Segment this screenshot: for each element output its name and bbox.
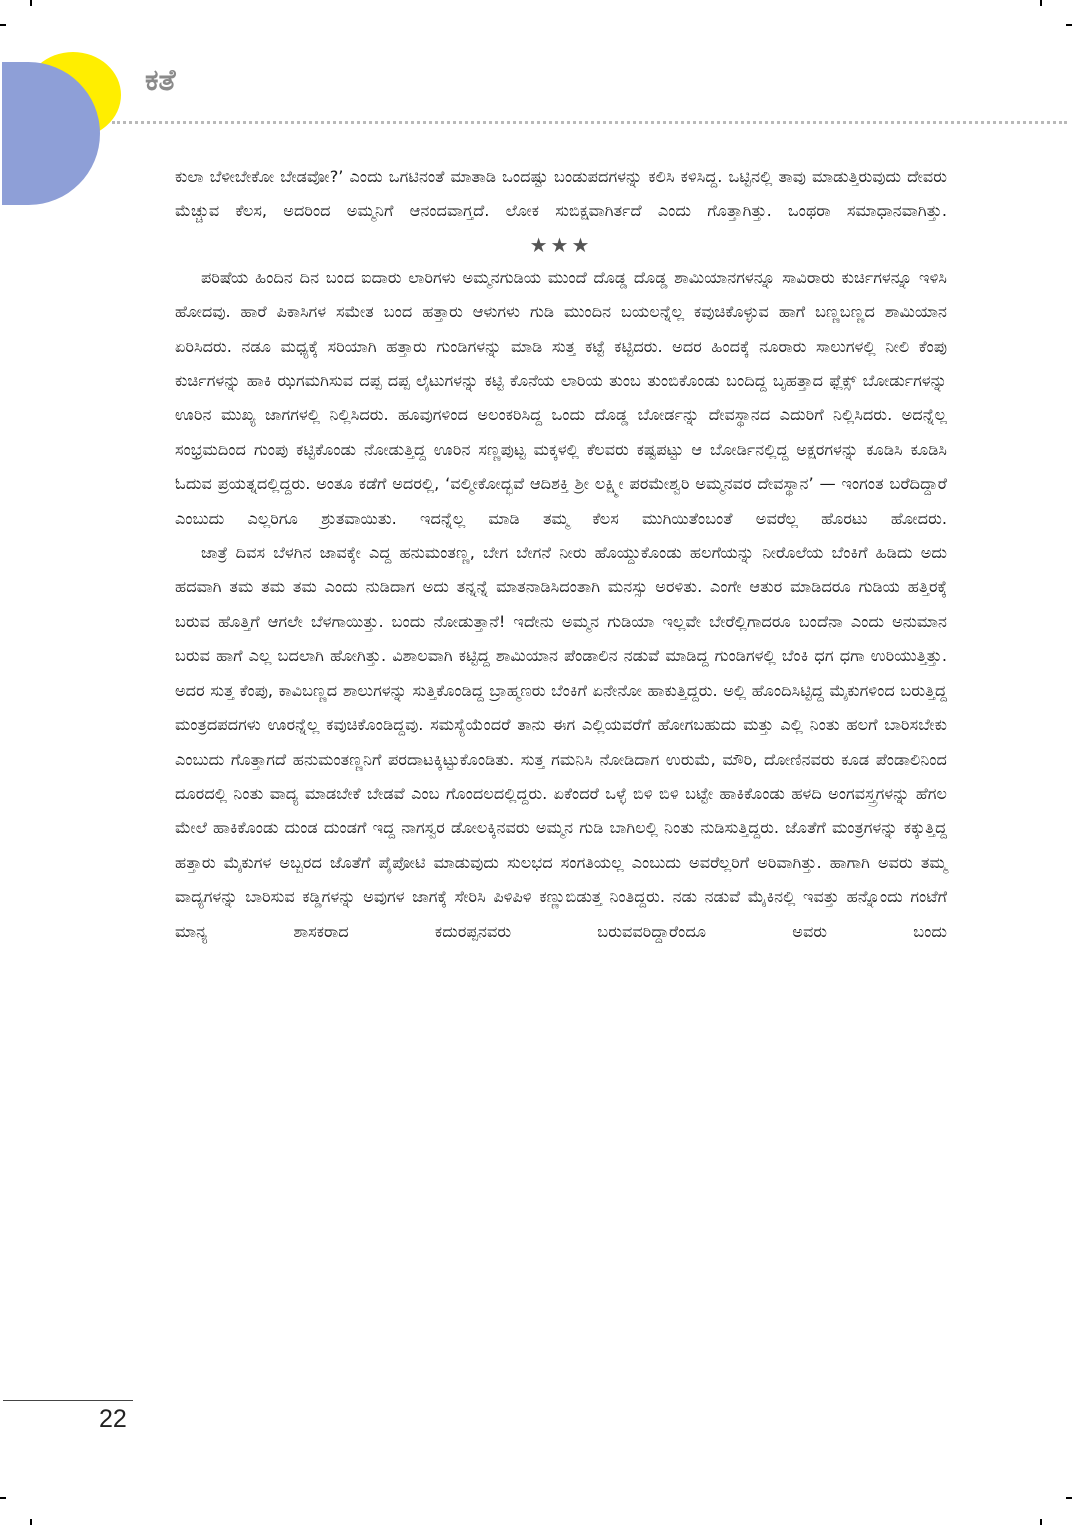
crop-mark [1040,0,1042,6]
crop-mark [30,1519,32,1525]
crop-mark [1040,1519,1042,1525]
crop-mark [1066,1497,1072,1499]
paragraph-1: ಕುಲಾ ಬೆಳೀಬೇಕೋ ಬೇಡವೋ?’ ಎಂದು ಒಗಟಿನಂತೆ ಮಾತಾಡಿ ಒಂದಷ್ಟು ಬಂಡುಪದಗಳನ್ನು ಕಲಿಸಿ ಕಳಿಸಿದ್ದ. ಒಟ್ಟಿನಲ್ಲಿ ತಾವು ಮಾಡುತ್ತಿರುವುದು ದೇವರು ಮೆಚ್ಚುವ ಕೆಲಸ, ಅದರಿಂದ ಅಮ್ಮನಿಗೆ ಆನಂದವಾಗ್ತದೆ. ಲೋಕ ಸುಬಿಕ್ಷವಾಗಿರ್ತದೆ ಎಂದು ಗೊತ್ತಾಗಿತ್ತು. ಒಂಥರಾ ಸಮಾಧಾನವಾಗಿತ್ತು. [175,167,947,221]
paragraph-3: ಜಾತ್ರೆ ದಿವಸ ಬೆಳಗಿನ ಜಾವಕ್ಕೇ ಎದ್ದ ಹನುಮಂತಣ್ಣ, ಬೇಗ ಬೇಗನೆ ನೀರು ಹೊಯ್ದುಕೊಂಡು ಹಲಗೆಯನ್ನು ನೀರೊಲೆಯ ಬೆಂಕಿಗೆ ಹಿಡಿದು ಅದು ಹದವಾಗಿ ತಮ ತಮ ತಮ ಎಂದು ನುಡಿದಾಗ ಅದು ತನ್ನನ್ನೆ ಮಾತನಾಡಿಸಿದಂತಾಗಿ ಮನಸ್ಸು ಅರಳಿತು. ಎಂಗೇ ಆತುರ ಮಾಡಿದರೂ ಗುಡಿಯ ಹತ್ತಿರಕ್ಕೆ ಬರುವ ಹೊತ್ತಿಗೆ ಆಗಲೇ ಬೆಳಗಾಯಿತ್ತು. ಬಂದು ನೋಡುತ್ತಾನೆ! ಇದೇನು ಅಮ್ಮನ ಗುಡಿಯಾ ಇಲ್ಲವೇ ಬೇರೆಲ್ಲಿಗಾದರೂ ಬಂದೆನಾ ಎಂದು ಅನುಮಾನ ಬರುವ ಹಾಗೆ ಎಲ್ಲ ಬದಲಾಗಿ ಹೋಗಿತ್ತು. ವಿಶಾಲವಾಗಿ ಕಟ್ಟಿದ್ದ ಶಾಮಿಯಾನ ಪೆಂಡಾಲಿನ ನಡುವೆ ಮಾಡಿದ್ದ ಗುಂಡಿಗಳಲ್ಲಿ ಬೆಂಕಿ ಧಗ ಧಗಾ ಉರಿಯುತ್ತಿತ್ತು. ಅದರ ಸುತ್ತ ಕೆಂಪು, ಕಾವಿಬಣ್ಣದ ಶಾಲುಗಳನ್ನು ಸುತ್ತಿಕೊಂಡಿದ್ದ ಬ್ರಾಹ್ಮಣರು ಬೆಂಕಿಗೆ ಏನೇನೋ ಹಾಕುತ್ತಿದ್ದರು. ಅಲ್ಲಿ ಹೊಂದಿಸಿಟ್ಟಿದ್ದ ಮೈಕುಗಳಿಂದ ಬರುತ್ತಿದ್ದ ಮಂತ್ರದಪದಗಳು ಊರನ್ನೆಲ್ಲ ಕವುಚಿಕೊಂಡಿದ್ದವು. ಸಮಸ್ಯೆಯೆಂದರೆ ತಾನು ಈಗ ಎಲ್ಲಿಯವರೆಗೆ ಹೋಗಬಹುದು ಮತ್ತು ಎಲ್ಲಿ ನಿಂತು ಹಲಗೆ ಬಾರಿಸಬೇಕು ಎಂಬುದು ಗೊತ್ತಾಗದೆ ಹನುಮಂತಣ್ಣನಿಗೆ ಪರದಾಟಕ್ಕಿಟ್ಟುಕೊಂಡಿತು. ಸುತ್ತ ಗಮನಿಸಿ ನೋಡಿದಾಗ ಉರುಮೆ, ಮೌರಿ, ದೋಣಿನವರು ಕೂಡ ಪೆಂಡಾಲಿನಿಂದ ದೂರದಲ್ಲಿ ನಿಂತು ವಾದ್ಯ ಮಾಡಬೇಕೆ ಬೇಡವೆ ಎಂಬ ಗೊಂದಲದಲ್ಲಿದ್ದರು. ಏಕೆಂದರೆ ಒಳ್ಳೆ ಬಿಳಿ ಬಿಳಿ ಬಟ್ಟೇ ಹಾಕಿಕೊಂಡು ಹಳದಿ ಅಂಗವಸ್ತ್ರಗಳನ್ನು ಹೆಗಲ ಮೇಲೆ ಹಾಕಿಕೊಂಡು ದುಂಡ ದುಂಡಗೆ ಇದ್ದ ನಾಗಸ್ವರ ಡೋಲಕ್ಕಿನವರು ಅಮ್ಮನ ಗುಡಿ ಬಾಗಿಲಲ್ಲಿ ನಿಂತು ನುಡಿಸುತ್ತಿದ್ದರು. ಜೊತೆಗೆ ಮಂತ್ರಗಳನ್ನು ಕಕ್ಕುತ್ತಿದ್ದ ಹತ್ತಾರು ಮೈಕುಗಳ ಅಬ್ಬರದ ಜೊತೆಗೆ ಪೈಪೋಟಿ ಮಾಡುವುದು ಸುಲಭದ ಸಂಗತಿಯಲ್ಲ ಎಂಬುದು ಅವರೆಲ್ಲರಿಗೆ ಅರಿವಾಗಿತ್ತು. ಹಾಗಾಗಿ ಅವರು ತಮ್ಮ ವಾದ್ಯಗಳನ್ನು ಬಾರಿಸುವ ಕಡ್ಡಿಗಳನ್ನು ಅವುಗಳ ಜಾಗಕ್ಕೆ ಸೇರಿಸಿ ಪಿಳಿಪಿಳಿ ಕಣ್ಣುಬಿಡುತ್ತ ನಿಂತಿದ್ದರು. ನಡು ನಡುವೆ ಮೈಕಿನಲ್ಲಿ ಇವತ್ತು ಹನ್ನೊಂದು ಗಂಟೆಗೆ ಮಾನ್ಯ ಶಾಸಕರಾದ ಕದುರಪ್ಪನವರು ಬರುವವರಿದ್ದಾರೆಂದೂ ಅವರು ಬಂದು [175,543,947,941]
footer-rule [3,1400,133,1401]
crop-mark [0,1497,6,1499]
header-dotted-rule [112,121,1067,124]
section-separator: ★★★ [529,232,593,257]
crop-mark [30,0,32,6]
section-title: ಕತೆ [145,63,176,98]
page-number: 22 [99,1405,127,1433]
paragraph-2: ಪರಿಷೆಯ ಹಿಂದಿನ ದಿನ ಬಂದ ಐದಾರು ಲಾರಿಗಳು ಅಮ್ಮನಗುಡಿಯ ಮುಂದೆ ದೊಡ್ಡ ದೊಡ್ಡ ಶಾಮಿಯಾನಗಳನ್ನೂ ಸಾವಿರಾರು ಕುರ್ಚಿಗಳನ್ನೂ ಇಳಿಸಿ ಹೋದವು. ಹಾರೆ ಪಿಕಾಸಿಗಳ ಸಮೇತ ಬಂದ ಹತ್ತಾರು ಆಳುಗಳು ಗುಡಿ ಮುಂದಿನ ಬಯಲನ್ನೆಲ್ಲ ಕವುಚಿಕೊಳ್ಳುವ ಹಾಗೆ ಬಣ್ಣಬಣ್ಣದ ಶಾಮಿಯಾನ ಏರಿಸಿದರು. ನಡೂ ಮಧ್ಯಕ್ಕೆ ಸರಿಯಾಗಿ ಹತ್ತಾರು ಗುಂಡಿಗಳನ್ನು ಮಾಡಿ ಸುತ್ತ ಕಟ್ಟೆ ಕಟ್ಟಿದರು. ಅದರ ಹಿಂದಕ್ಕೆ ನೂರಾರು ಸಾಲುಗಳಲ್ಲಿ ನೀಲಿ ಕೆಂಪು ಕುರ್ಚಿಗಳನ್ನು ಹಾಕಿ ಝಗಮಗಿಸುವ ದಪ್ಪ ದಪ್ಪ ಲೈಟುಗಳನ್ನು ಕಟ್ಟಿ ಕೊನೆಯ ಲಾರಿಯ ತುಂಬ ತುಂಬಿಕೊಂಡು ಬಂದಿದ್ದ ಬೃಹತ್ತಾದ ಫ್ಲೆಕ್ಸ್ ಬೋರ್ಡುಗಳನ್ನು ಊರಿನ ಮುಖ್ಯ ಜಾಗಗಳಲ್ಲಿ ನಿಲ್ಲಿಸಿದರು. ಹೂವುಗಳಿಂದ ಅಲಂಕರಿಸಿದ್ದ ಒಂದು ದೊಡ್ಡ ಬೋರ್ಡನ್ನು ದೇವಸ್ಥಾನದ ಎದುರಿಗೆ ನಿಲ್ಲಿಸಿದರು. ಅದನ್ನೆಲ್ಲ ಸಂಭ್ರಮದಿಂದ ಗುಂಪು ಕಟ್ಟಿಕೊಂಡು ನೋಡುತ್ತಿದ್ದ ಊರಿನ ಸಣ್ಣಪುಟ್ಟ ಮಕ್ಕಳಲ್ಲಿ ಕೆಲವರು ಕಷ್ಟಪಟ್ಟು ಆ ಬೋರ್ಡಿನಲ್ಲಿದ್ದ ಅಕ್ಷರಗಳನ್ನು ಕೂಡಿಸಿ ಕೂಡಿಸಿ ಓದುವ ಪ್ರಯತ್ನದಲ್ಲಿದ್ದರು. ಅಂತೂ ಕಡೆಗೆ ಅದರಲ್ಲಿ, ‘ವಲ್ಮೀಕೋದ್ಭವೆ ಆದಿಶಕ್ತಿ ಶ್ರೀ ಲಕ್ಷ್ಮೀ ಪರಮೇಶ್ವರಿ ಅಮ್ಮನವರ ದೇವಸ್ಥಾನ’ — ಇಂಗಂತ ಬರೆದಿದ್ದಾರೆ ಎಂಬುದು ಎಲ್ಲರಿಗೂ ಶ್ರುತವಾಯಿತು. ಇದನ್ನೆಲ್ಲ ಮಾಡಿ ತಮ್ಮ ಕೆಲಸ ಮುಗಿಯಿತೆಂಬಂತೆ ಅವರೆಲ್ಲ ಹೊರಟು ಹೋದರು. [175,267,947,528]
story-body [175,160,947,949]
crop-mark [0,24,6,26]
crop-mark [1066,24,1072,26]
